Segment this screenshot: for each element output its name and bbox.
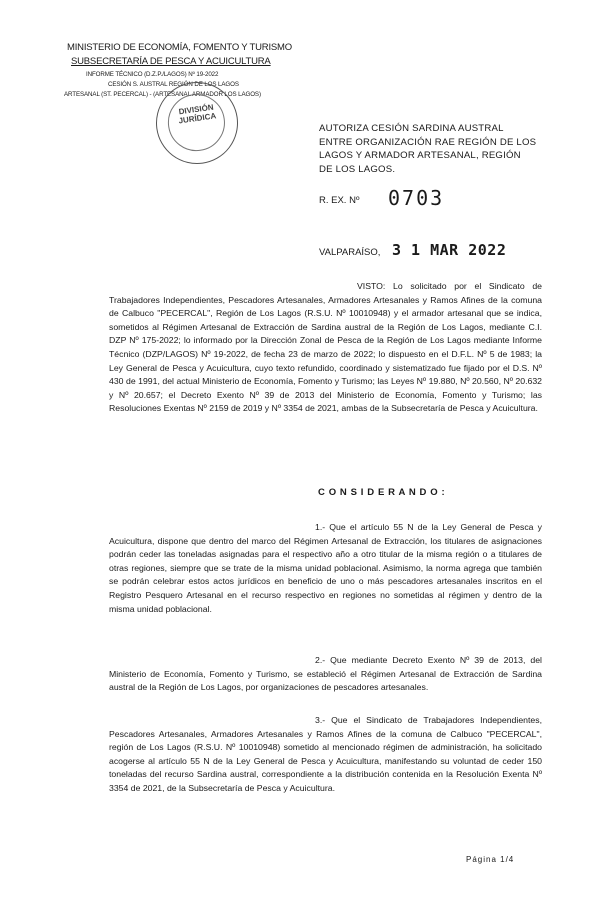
considerando-3-num: 3.- [315,715,326,725]
considerando-1-num: 1.- [315,522,326,532]
ref-line-1: INFORME TÉCNICO (D.Z.P./LAGOS) Nº 19-2022 [86,71,219,78]
date: 3 1 MAR 2022 [392,241,507,259]
visto-label: VISTO: [357,281,386,291]
considerando-1-text: Que el artículo 55 N de la Ley General de Pesca y Acuicultura, dispone que dentro del marco del Régimen Artesanal de Extracción, los titulares de asignaciones podrán ceder las toneladas asignadas para el respectivo año a otro titular de la misma región o a titulares de otras regiones, siempre que se trate de la misma unidad poblacional. Asimismo, la norma agrega que también se podrán celebrar estos actos jurídicos en beneficio de uno o más pescadores artesanales inscritos en el Registro Pesquero Artesanal en el recurso respectivo en regiones no sometidas al régimen y dentro de la misma unidad poblacional. [109,522,542,614]
subsecretaria-name: SUBSECRETARÍA DE PESCA Y ACUICULTURA [71,56,271,67]
considerando-2-num: 2.- [315,655,326,665]
ref-line-3: ARTESANAL (ST. PECERCAL) - (ARTESANAL ARMADOR LOS LAGOS) [64,91,261,98]
considerando-2 [109,654,542,695]
document-title: AUTORIZA CESIÓN SARDINA AUSTRAL ENTRE ORGANIZACIÓN RAE REGIÓN DE LOS LAGOS Y ARMADOR ARTESANAL, REGIÓN DE LOS LAGOS. [319,123,537,175]
considerando-heading: C O N S I D E R A N D O : [318,487,446,498]
considerando-3-text: Que el Sindicato de Trabajadores Independientes, Pescadores Artesanales, Armadores Artesanales y Ramos Afines de la comuna de Calbuco "PECERCAL", región de Los Lagos (R.S.U. Nº 10010948) sometido al mencionado régimen de administración, ha solicitado acogerse al artículo 55 N de la Ley General de Pesca y Acuicultura, manifestando su voluntad de ceder 150 toneladas del recurso Sardina austral, correspondiente a la distribución contenida en la Resolución Exenta Nº 3354 de 2021, de la Subsecretaría de Pesca y Acuicultura. [109,715,542,793]
stamp-label: DIVISIÓN JURÍDICA [178,102,217,126]
rex-number: 0703 [388,186,445,210]
ministry-name: MINISTERIO DE ECONOMÍA, FOMENTO Y TURISMO [67,42,292,53]
considerando-2-text: Que mediante Decreto Exento Nº 39 de 2013, del Ministerio de Economía, Fomento y Turismo, se estableció el Régimen Artesanal de Extracción de Sardina austral de la Región de Los Lagos, por organizaciones de pescadores artesanales. [109,655,542,693]
considerando-3 [109,714,542,796]
place: VALPARAÍSO, [319,247,381,258]
ref-line-2: CESIÓN S. AUSTRAL REGIÓN DE LOS LAGOS [108,81,239,88]
visto-text: Lo solicitado por el Sindicato de Trabajadores Independientes, Pescadores Artesanales, Armadores Artesanales y Ramos Afines de la comuna de Calbuco "PECERCAL", Región de Los Lagos (R.S.U. Nº 10010948) y el armador artesanal que se indica, sometidos al Régimen Artesanal de Extracción de Sardina austral de la Región de Los Lagos, mediante C.I. DZP Nº 175-2022; lo informado por la Dirección Zonal de Pesca de la Región de Los Lagos mediante Informe Técnico (DZP/LAGOS) Nº 19-2022, de fecha 23 de marzo de 2022; lo dispuesto en el D.F.L. Nº 5 de 1983; la Ley General de Pesca y Acuicultura, cuyo texto refundido, coordinado y sistematizado fue fijado por el D.S. Nº 430 de 1991, del actual Ministerio de Economía, Fomento y Turismo; las Leyes Nº 19.880, Nº 20.560, Nº 20.632 y Nº 20.657; el Decreto Exento Nº 39 de 2013 del Ministerio de Economía, Fomento y Turismo; las Resoluciones Exentas Nº 2159 de 2019 y Nº 3354 de 2021, ambas de la Subsecretaría de Pesca y Acuicultura. [109,281,542,414]
visto-paragraph [109,280,542,416]
considerando-1 [109,521,542,616]
page-number: Página 1/4 [466,855,515,864]
rex-label: R. EX. Nº [319,195,360,206]
